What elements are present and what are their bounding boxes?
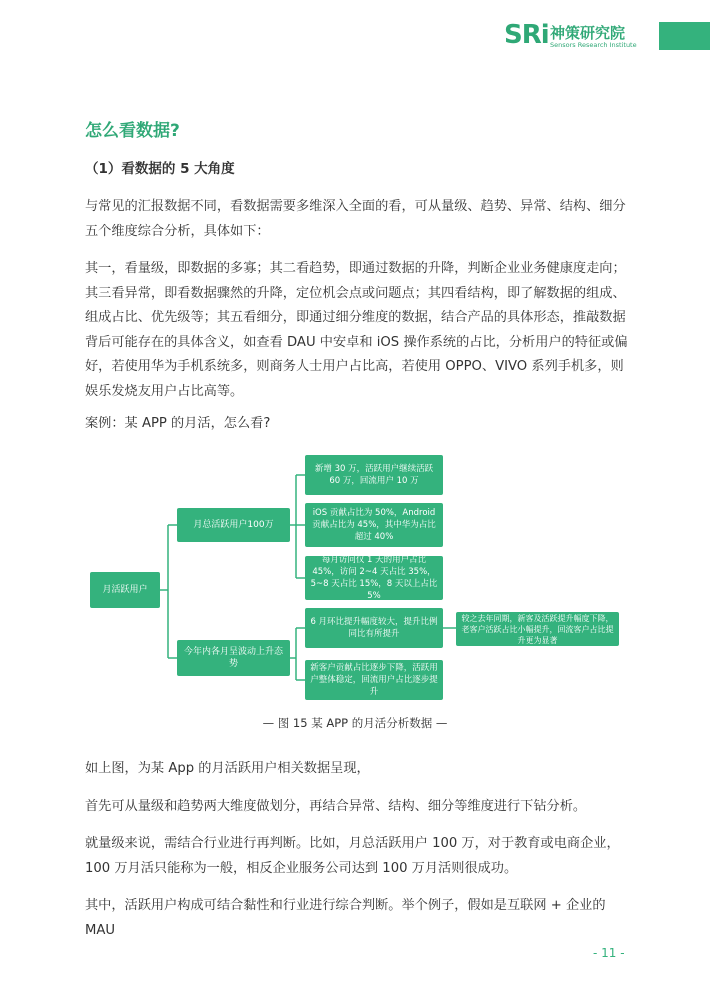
section-title: 怎么看数据?	[85, 121, 180, 141]
section-subtitle: （1）看数据的 5 大角度	[85, 161, 235, 177]
paragraph-figure-intro: 如上图，为某 App 的月活跃用户相关数据呈现，	[85, 761, 370, 776]
logo-english: Sensors Research Institute	[550, 41, 637, 49]
paragraph-case: 案例：某 APP 的月活，怎么看?	[85, 416, 271, 431]
diagram-branch-monthly-trend: 今年内各月呈波动上升态势	[177, 640, 290, 676]
diagram-leaf-visit-days: 每月访问仅 1 天的用户占比 45%，访问 2~4 天占比 35%，5~8 天占比 15%，8 天以上占比 5%	[305, 556, 443, 600]
paragraph-composition: 其中，活跃用户构成可结合黏性和行业进行综合判断。举个例子，假如是互联网 + 企业的 MAU	[85, 898, 606, 938]
logo-mark: SRi	[504, 20, 549, 50]
diagram-leaf-os-share: iOS 贡献占比为 50%，Android 贡献占比为 45%，其中华为占比超过 40%	[305, 503, 443, 547]
paragraph-five-angles: 其一，看量级，即数据的多寡；其二看趋势，即通过数据的升降，判断企业业务健康度走向；其三看异常，即看数据骤然的升降，定位机会点或问题点；其四看结构，即了解数据的组成、组成占比、优先级等；其五看细分，即通过细分维度的数据，结合产品的具体形态，推敲数据背后可能存在的具体含义，如查看 DAU 中安卓和 iOS 操作系统的占比，分析用户的特征或偏好，若使用华为手机系统多，则商务人士用户占比高，若使用 OPPO、VIVO 系列手机多，则娱乐发烧友用户占比高等。	[85, 261, 628, 399]
paragraph-magnitude: 就量级来说，需结合行业进行再判断。比如，月总活跃用户 100 万，对于教育或电商企业，100 万月活只能称为一般，相反企业服务公司达到 100 万月活则很成功。	[85, 836, 620, 876]
logo-name: 神策研究院	[550, 24, 626, 42]
paragraph-intro: 与常见的汇报数据不同，看数据需要多维深入全面的看，可从量级、趋势、异常、结构、细分五个维度综合分析，具体如下：	[85, 199, 626, 239]
diagram-root-node: 月活跃用户	[90, 572, 160, 608]
diagram-branch-monthly-total: 月总活跃用户100万	[177, 508, 290, 542]
diagram-leaf-new-active: 新增 30 万，活跃用户继续活跃 60 万，回流用户 10 万	[305, 455, 443, 495]
diagram-leaf-yoy-compare: 较之去年同期，新客及活跃提升幅度下降，老客户活跃占比小幅提升，回流客户占比提升更为显著	[456, 612, 619, 646]
figure-caption: — 图 15 某 APP 的月活分析数据 —	[262, 716, 448, 730]
paragraph-first-dimension: 首先可从量级和趋势两大维度做划分，再结合异常、结构、细分等维度进行下钻分析。	[85, 799, 587, 814]
diagram-leaf-customer-share: 新客户贡献占比逐步下降，活跃用户整体稳定，回流用户占比逐步提升	[305, 660, 443, 700]
page-number: - 11 -	[593, 946, 625, 960]
diagram-leaf-june-growth: 6 月环比提升幅度较大，提升比例同比有所提升	[305, 608, 443, 648]
